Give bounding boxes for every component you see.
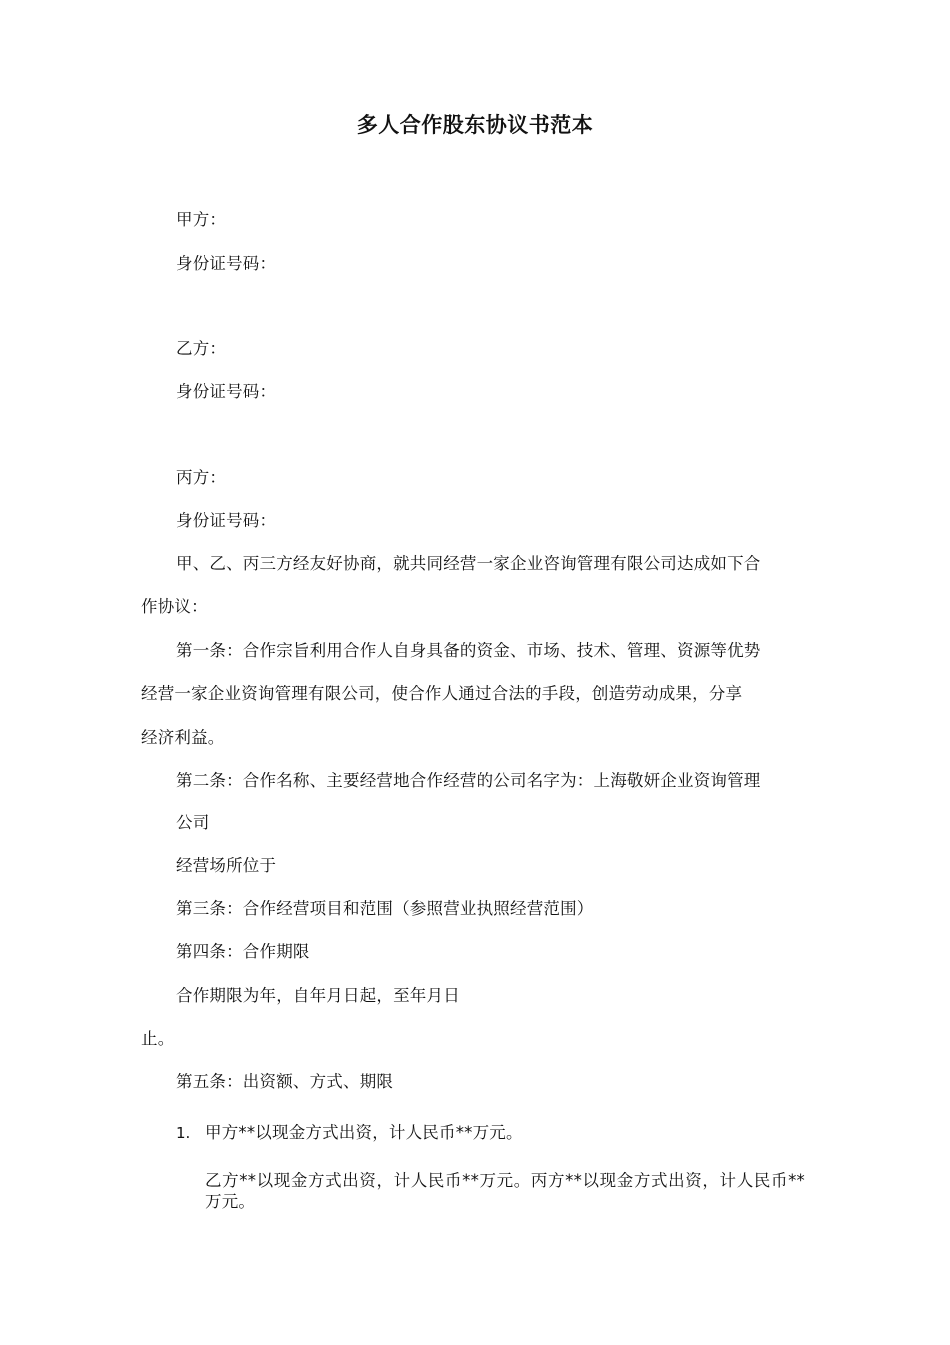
party-c-label: 丙方： [176,468,227,487]
term-line-2: 止。 [141,1029,175,1048]
intro-line-1: 甲、乙、丙三方经友好协商，就共同经营一家企业咨询管理有限公司达成如下合 [176,554,761,573]
article-3: 第三条：合作经营项目和范围（参照营业执照经营范围） [176,899,594,918]
party-b-id-label: 身份证号码： [176,382,277,401]
article-5: 第五条：出资额、方式、期限 [176,1072,394,1091]
article-2-line-2: 公司 [176,813,210,832]
article-4: 第四条：合作期限 [176,942,310,961]
party-b-label: 乙方： [176,339,227,358]
party-a-label: 甲方： [176,210,227,229]
party-a-id-label: 身份证号码： [176,254,277,273]
article-1-line-1: 第一条：合作宗旨利用合作人自身具备的资金、市场、技术、管理、资源等优势 [176,641,761,660]
article-2-line-3: 经营场所位于 [176,856,277,875]
list-item-text: 甲方**以现金方式出资，计人民币**万元。 [205,1123,523,1142]
intro-line-2: 作协议： [141,597,208,616]
article-2-line-1: 第二条：合作名称、主要经营地合作经营的公司名字为：上海敬妍企业资询管理 [176,771,761,790]
article-1-line-2: 经营一家企业资询管理有限公司，使合作人通过合法的手段，创造劳动成果，分享 [141,684,743,703]
article-1-line-3: 经济利益。 [141,728,225,747]
list-item-continuation: 乙方**以现金方式出资，计人民币**万元。丙方**以现金方式出资，计人民币**万元。 [205,1171,805,1211]
party-c-id-label: 身份证号码： [176,511,277,530]
document-title: 多人合作股东协议书范本 [356,113,594,137]
term-line-1: 合作期限为年，自年月日起，至年月日 [176,986,460,1005]
list-item-number: 1. [176,1124,191,1142]
